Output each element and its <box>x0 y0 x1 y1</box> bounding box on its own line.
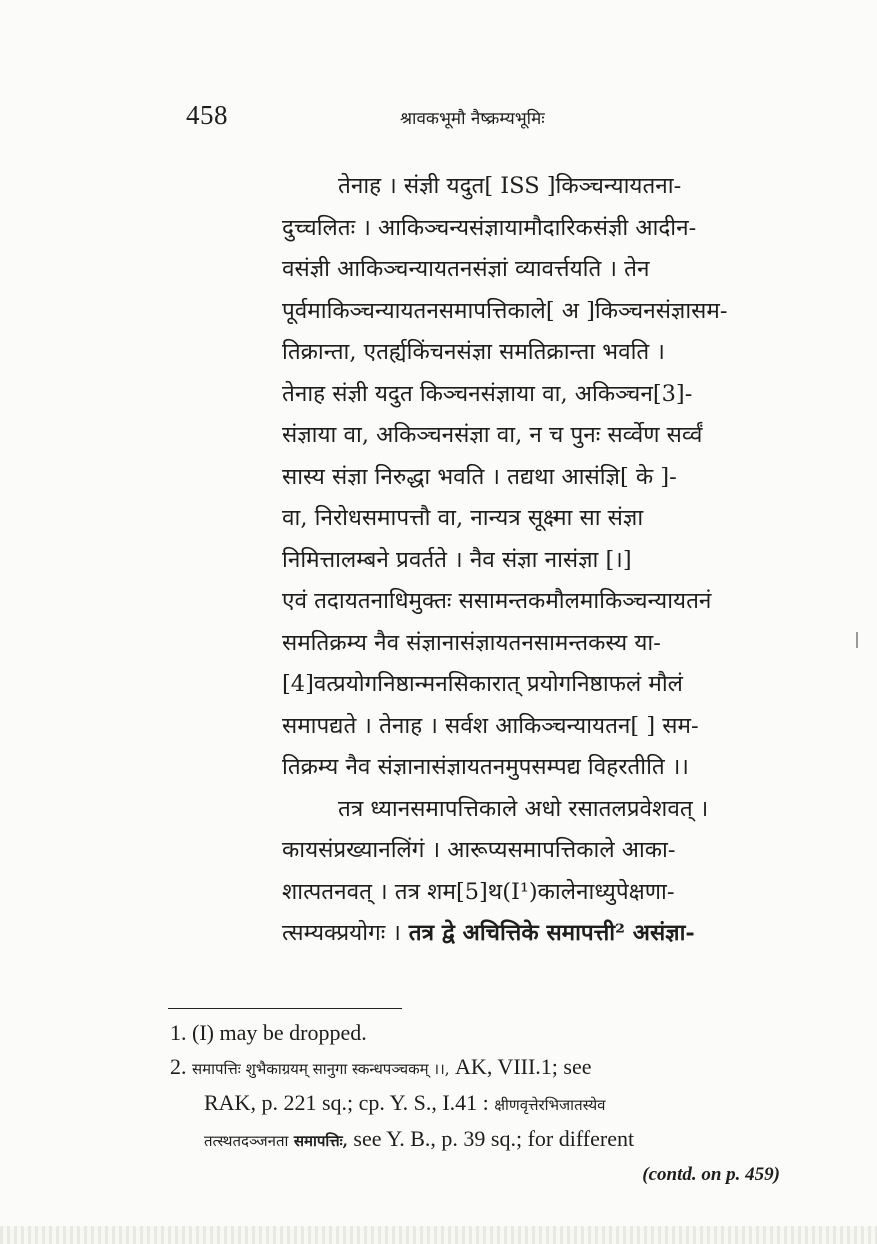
text-line: पूर्वमाकिञ्चन्यायतनसमापत्तिकाले[ अ ]किञ्चनसंज्ञासम- <box>282 297 728 324</box>
footnote-2-reference-2: RAK, p. 221 sq.; cp. Y. S., I.41 : <box>204 1090 489 1115</box>
footnote-2-sanskrit-quote-3: तत्स्थतदञ्जनता <box>204 1132 289 1150</box>
bold-heading-segment: तत्र द्वे अचित्तिके समापत्ती² असंज्ञा- <box>400 920 695 946</box>
footnote-2-sanskrit-quote-2: क्षीणवृत्तेरभिजातस्येव <box>494 1096 606 1114</box>
scan-bottom-edge <box>0 1226 877 1244</box>
text-line: शात्पतनवत् । तत्र शम[5]थ(I¹)कालेनाध्युपेक्षणा- <box>282 878 675 905</box>
text-line: संज्ञाया वा, अकिञ्चनसंज्ञा वा, न च पुनः सर्व्वेण सर्व्वं <box>282 422 703 448</box>
text-line: [4]वत्प्रयोगनिष्ठान्मनसिकारात् प्रयोगनिष्ठाफलं मौलं <box>282 671 683 697</box>
text-line-segment: त्सम्यक्प्रयोगः । <box>282 920 401 946</box>
footnotes <box>170 1016 790 1192</box>
footnote-2-line-1 <box>170 1050 790 1086</box>
footnote-2-sanskrit-bold: समापत्तिः, <box>293 1132 348 1150</box>
footnote-2-reference-3: see Y. B., p. 39 sq.; for different <box>353 1126 635 1151</box>
footnote-2-sanskrit-quote: समापत्तिः शुभैकाग्रयम् सानुगा स्कन्धपञ्चकम् ।।, <box>192 1060 450 1078</box>
text-line: दुच्चलितः । आकिञ्चन्यसंज्ञायामौदारिकसंज्ञी आदीन- <box>282 214 697 241</box>
text-line: तेनाह । संज्ञी यदुत[ ISS ]किञ्चन्यायतना- <box>338 173 682 199</box>
running-title: श्रावकभूमौ नैष्क्रम्यभूमिः <box>400 109 545 129</box>
footnote-2-line-2 <box>170 1086 790 1122</box>
text-line <box>282 913 782 955</box>
text-line: तिक्रान्ता, एतर्ह्यकिंचनसंज्ञा समतिक्रान्ता भवति । <box>282 339 665 365</box>
continued-note: (contd. on p. 459) <box>642 1164 780 1185</box>
scan-speck <box>856 632 858 648</box>
text-line: समतिक्रम्य नैव संज्ञानासंज्ञायतनसामन्तकस्य या- <box>282 629 661 656</box>
text-line: वसंज्ञी आकिञ्चन्यायतनसंज्ञां व्यावर्त्तयति । तेन <box>282 256 650 282</box>
text-line: एवं तदायतनाधिमुक्तः ससामन्तकमौलमाकिञ्चन्यायतनं <box>282 588 712 614</box>
text-line: सास्य संज्ञा निरुद्धा भवति । तद्यथा आसंज्ञि[ के ]- <box>282 463 677 490</box>
text-line: तिक्रम्य नैव संज्ञानासंज्ञायतनमुपसम्पद्य विहरतीति ।। <box>282 754 689 780</box>
footnote-2-number: 2. <box>170 1054 187 1079</box>
text-line: वा, निरोधसमापत्तौ वा, नान्यत्र सूक्ष्मा सा संज्ञा <box>282 505 644 531</box>
page-number: 458 <box>186 100 228 130</box>
text-line: तत्र ध्यानसमापत्तिकाले अधो रसातलप्रवेशवत् । <box>338 795 709 822</box>
text-line: तेनाह संज्ञी यदुत किञ्चनसंज्ञाया वा, अकिञ्चन[3]- <box>282 380 693 407</box>
footnote-2-line-3 <box>170 1122 790 1158</box>
text-line: निमित्तालम्बने प्रवर्तते । नैव संज्ञा नासंज्ञा [।] <box>282 546 632 573</box>
text-line: समापद्यते । तेनाह । सर्वश आकिञ्चन्यायतन[ ] सम- <box>282 712 699 739</box>
footnote-rule <box>168 1008 402 1009</box>
body-text <box>282 166 782 955</box>
footnote-2-reference: AK, VIII.1; see <box>455 1054 592 1079</box>
text-line: कायसंप्रख्यानलिंगं । आरूप्यसमापत्तिकाले आका- <box>282 837 676 863</box>
footnote-1: 1. (I) may be dropped. <box>170 1020 367 1045</box>
